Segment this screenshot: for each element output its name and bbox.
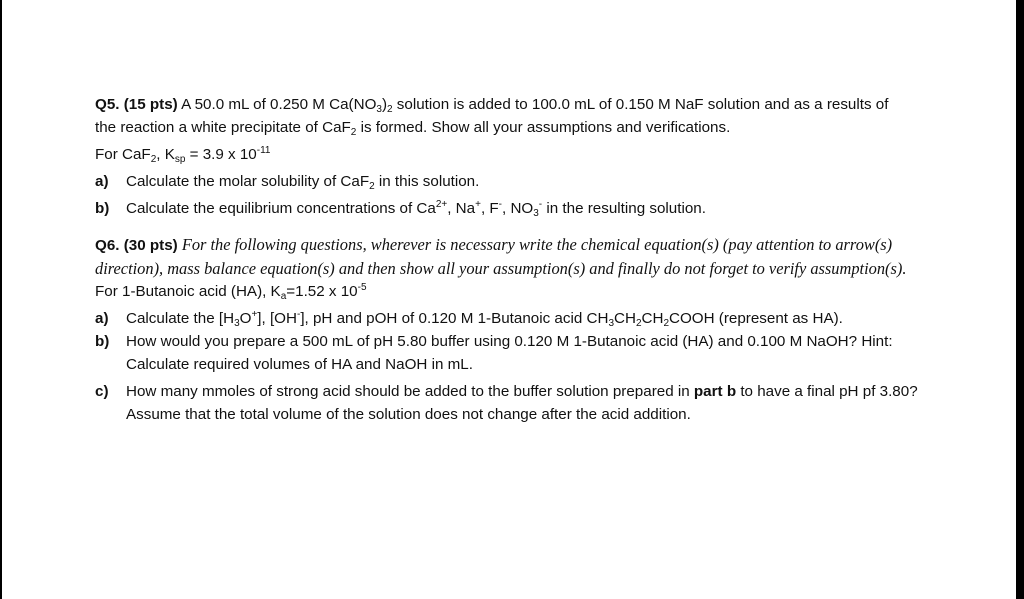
q5-sup: -	[538, 199, 543, 210]
q5-sub: 2	[350, 127, 357, 138]
q5-label: Q5. (15 pts)	[95, 96, 178, 113]
q6-part-c-label: c)	[95, 383, 109, 400]
q6-part-b-text: Calculate required volumes of HA and NaOH in mL.	[126, 356, 473, 373]
q6-intro-text: For the following questions, wherever is necessary write the chemical equation(s) (pay attention to arrow(s)	[177, 235, 893, 254]
q5-part-a-text: Calculate the molar solubility of CaF	[126, 173, 370, 190]
q6-part-c-emphasis: part b	[693, 383, 737, 400]
q5-intro-text: is formed. Show all your assumptions and verifications.	[356, 119, 731, 136]
q6-part-c-text: to have a final pH pf 3.80?	[736, 383, 918, 400]
q6-part-a-text: COOH (represent as HA).	[669, 310, 843, 327]
q5-given-text: = 3.9 x 10	[185, 146, 257, 163]
q5-part-b-text: , Na	[447, 200, 476, 217]
q6-part-c	[95, 380, 1005, 426]
q6-part-a-text: CH	[614, 310, 636, 327]
q6-given	[95, 280, 1005, 303]
q5-sup: 2+	[435, 199, 448, 210]
q6-part-b-text: How would you prepare a 500 mL of pH 5.80 buffer using 0.120 M 1-Butanoic acid (HA) and 0.100 M NaOH? Hint:	[126, 333, 893, 350]
q6-sub: 2	[663, 318, 670, 329]
q5-part-a	[95, 170, 1005, 193]
q6-part-c-line-1	[126, 380, 1005, 403]
q6-intro-line-1	[95, 233, 1005, 257]
q5-given-text: , K	[156, 146, 175, 163]
q6-sup: -	[296, 309, 301, 320]
q6-part-a	[95, 307, 1005, 330]
q6-part-b-label: b)	[95, 333, 110, 350]
q5-intro-text: solution is added to 100.0 mL of 0.150 M NaF solution and as a results of	[392, 96, 889, 113]
q5-part-b-label: b)	[95, 200, 110, 217]
q5-sup: +	[475, 199, 481, 210]
q6-part-a-text: CH	[641, 310, 664, 327]
q5-sup: -	[498, 199, 502, 210]
q5-part-b	[95, 197, 1005, 220]
q5-sub: 3	[533, 208, 539, 219]
q5-given	[95, 143, 1005, 166]
q6-sub: 2	[635, 318, 642, 329]
q5-part-a-text: in this solution.	[374, 173, 480, 190]
q6-part-c-text: How many mmoles of strong acid should be added to the buffer solution prepared in	[126, 383, 694, 400]
q6-ka-sub: a	[280, 291, 287, 302]
q6-given-text: For 1-Butanoic acid (HA), K	[95, 283, 281, 300]
q5-intro-line-2	[95, 116, 1005, 139]
question-5	[95, 93, 1005, 220]
q5-sub: 2	[387, 104, 393, 115]
q5-sub: 3	[376, 104, 382, 115]
document-page	[2, 0, 1016, 599]
q6-label: Q6. (30 pts)	[95, 237, 178, 254]
q6-part-a-text: Calculate the [H	[126, 310, 235, 327]
q6-sup: +	[251, 309, 258, 320]
q5-sub: 2	[150, 154, 157, 165]
q5-intro-text: the reaction a white precipitate of CaF	[95, 119, 351, 136]
q6-part-a-label: a)	[95, 310, 109, 327]
q6-part-b	[95, 330, 1005, 376]
q6-exponent: -5	[357, 282, 367, 293]
q6-part-a-text: O	[239, 310, 252, 327]
q5-intro-text: )	[381, 96, 388, 113]
q6-part-a-text: ], pH and pOH of 0.120 M 1-Butanoic acid CH	[300, 310, 609, 327]
q5-exponent: -11	[256, 145, 271, 156]
document-content	[95, 93, 1005, 423]
q6-sub: 3	[234, 318, 240, 329]
q5-part-a-label: a)	[95, 173, 109, 190]
q6-sub: 3	[608, 318, 615, 329]
q6-intro-line-2: direction), mass balance equation(s) and then show all your assumption(s) and finally do not forget to verify assumption(s).	[95, 259, 907, 278]
q5-part-b-text: , F	[480, 200, 499, 217]
question-6	[95, 233, 1005, 426]
q6-part-c-text: Assume that the total volume of the solution does not change after the acid addition.	[126, 406, 691, 423]
q5-given-text: For CaF	[95, 146, 151, 163]
q5-part-b-text: , NO	[502, 200, 534, 217]
q5-intro-line-1	[95, 93, 1005, 116]
q5-ksp-sub: sp	[174, 154, 186, 165]
q5-sub: 2	[369, 181, 375, 192]
q6-part-a-text: ], [OH	[257, 310, 297, 327]
q5-intro-text: A 50.0 mL of 0.250 M Ca(NO	[177, 96, 377, 113]
q6-given-text: =1.52 x 10	[286, 283, 358, 300]
q5-part-b-text: Calculate the equilibrium concentrations of Ca	[126, 200, 436, 217]
q5-part-b-text: in the resulting solution.	[542, 200, 706, 217]
